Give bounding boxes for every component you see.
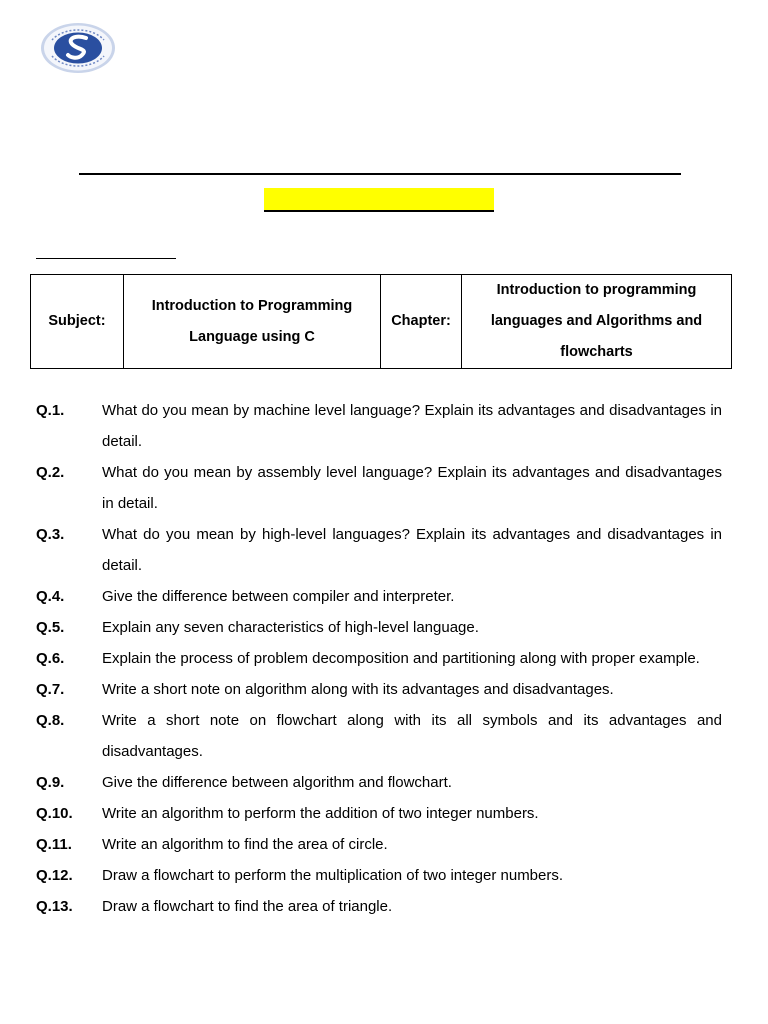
question-number: Q.12. [36, 867, 73, 884]
header-rule [79, 173, 681, 175]
question-list [36, 395, 722, 922]
chapter-value-line: flowcharts [560, 344, 633, 360]
question-text: Draw a flowchart to find the area of triangle. [102, 898, 393, 915]
question-item [36, 612, 722, 643]
question-text: Write an algorithm to perform the addition of two integer numbers. [102, 805, 539, 822]
question-number: Q.4. [36, 588, 65, 605]
question-number: Q.2. [36, 464, 65, 481]
question-item [36, 457, 722, 519]
question-item [36, 395, 722, 457]
subject-value [124, 275, 381, 369]
question-item [36, 674, 722, 705]
question-number: Q.7. [36, 681, 65, 698]
section-rule [36, 258, 176, 259]
question-number: Q.10. [36, 805, 73, 822]
chapter-value-line: Introduction to programming [496, 282, 697, 298]
college-seal-icon [40, 22, 116, 74]
question-number: Q.3. [36, 526, 65, 543]
question-number: Q.5. [36, 619, 65, 636]
subject-value-line: Introduction to Programming [151, 297, 353, 314]
question-text: Draw a flowchart to perform the multiplication of two integer numbers. [102, 867, 564, 884]
chapter-label: Chapter: [381, 275, 462, 369]
question-text: Write a short note on flowchart along with its all symbols and its advantages and disadvantages. [102, 712, 722, 760]
question-item [36, 891, 722, 922]
question-number: Q.13. [36, 898, 73, 915]
question-text: Explain any seven characteristics of high-level language. [102, 619, 479, 636]
question-text: Give the difference between algorithm and flowchart. [102, 774, 452, 791]
question-text: Explain the process of problem decomposition and partitioning along with proper example. [102, 650, 700, 667]
question-text: Write a short note on algorithm along with its advantages and disadvantages. [102, 681, 614, 698]
title-highlight-bar [264, 188, 494, 212]
subject-info-table [30, 274, 732, 369]
question-text: What do you mean by high-level languages? Explain its advantages and disadvantages in detail. [102, 526, 722, 574]
question-number: Q.6. [36, 650, 65, 667]
question-text: Write an algorithm to find the area of circle. [102, 836, 388, 853]
question-item [36, 705, 722, 767]
question-item [36, 798, 722, 829]
question-text: Give the difference between compiler and interpreter. [102, 588, 455, 605]
subject-value-line: Language using C [189, 328, 315, 345]
question-number: Q.8. [36, 712, 65, 729]
chapter-value [462, 275, 732, 369]
question-item [36, 519, 722, 581]
question-item [36, 581, 722, 612]
chapter-value-line: languages and Algorithms and [490, 313, 703, 329]
question-item [36, 860, 722, 891]
question-item [36, 829, 722, 860]
question-text: What do you mean by assembly level language? Explain its advantages and disadvantages in detail. [102, 464, 722, 512]
question-item [36, 643, 722, 674]
question-number: Q.11. [36, 836, 72, 853]
question-number: Q.9. [36, 774, 65, 791]
subject-label: Subject: [31, 275, 124, 369]
question-item [36, 767, 722, 798]
question-number: Q.1. [36, 402, 65, 419]
question-text: What do you mean by machine level language? Explain its advantages and disadvantages in detail. [102, 402, 722, 450]
